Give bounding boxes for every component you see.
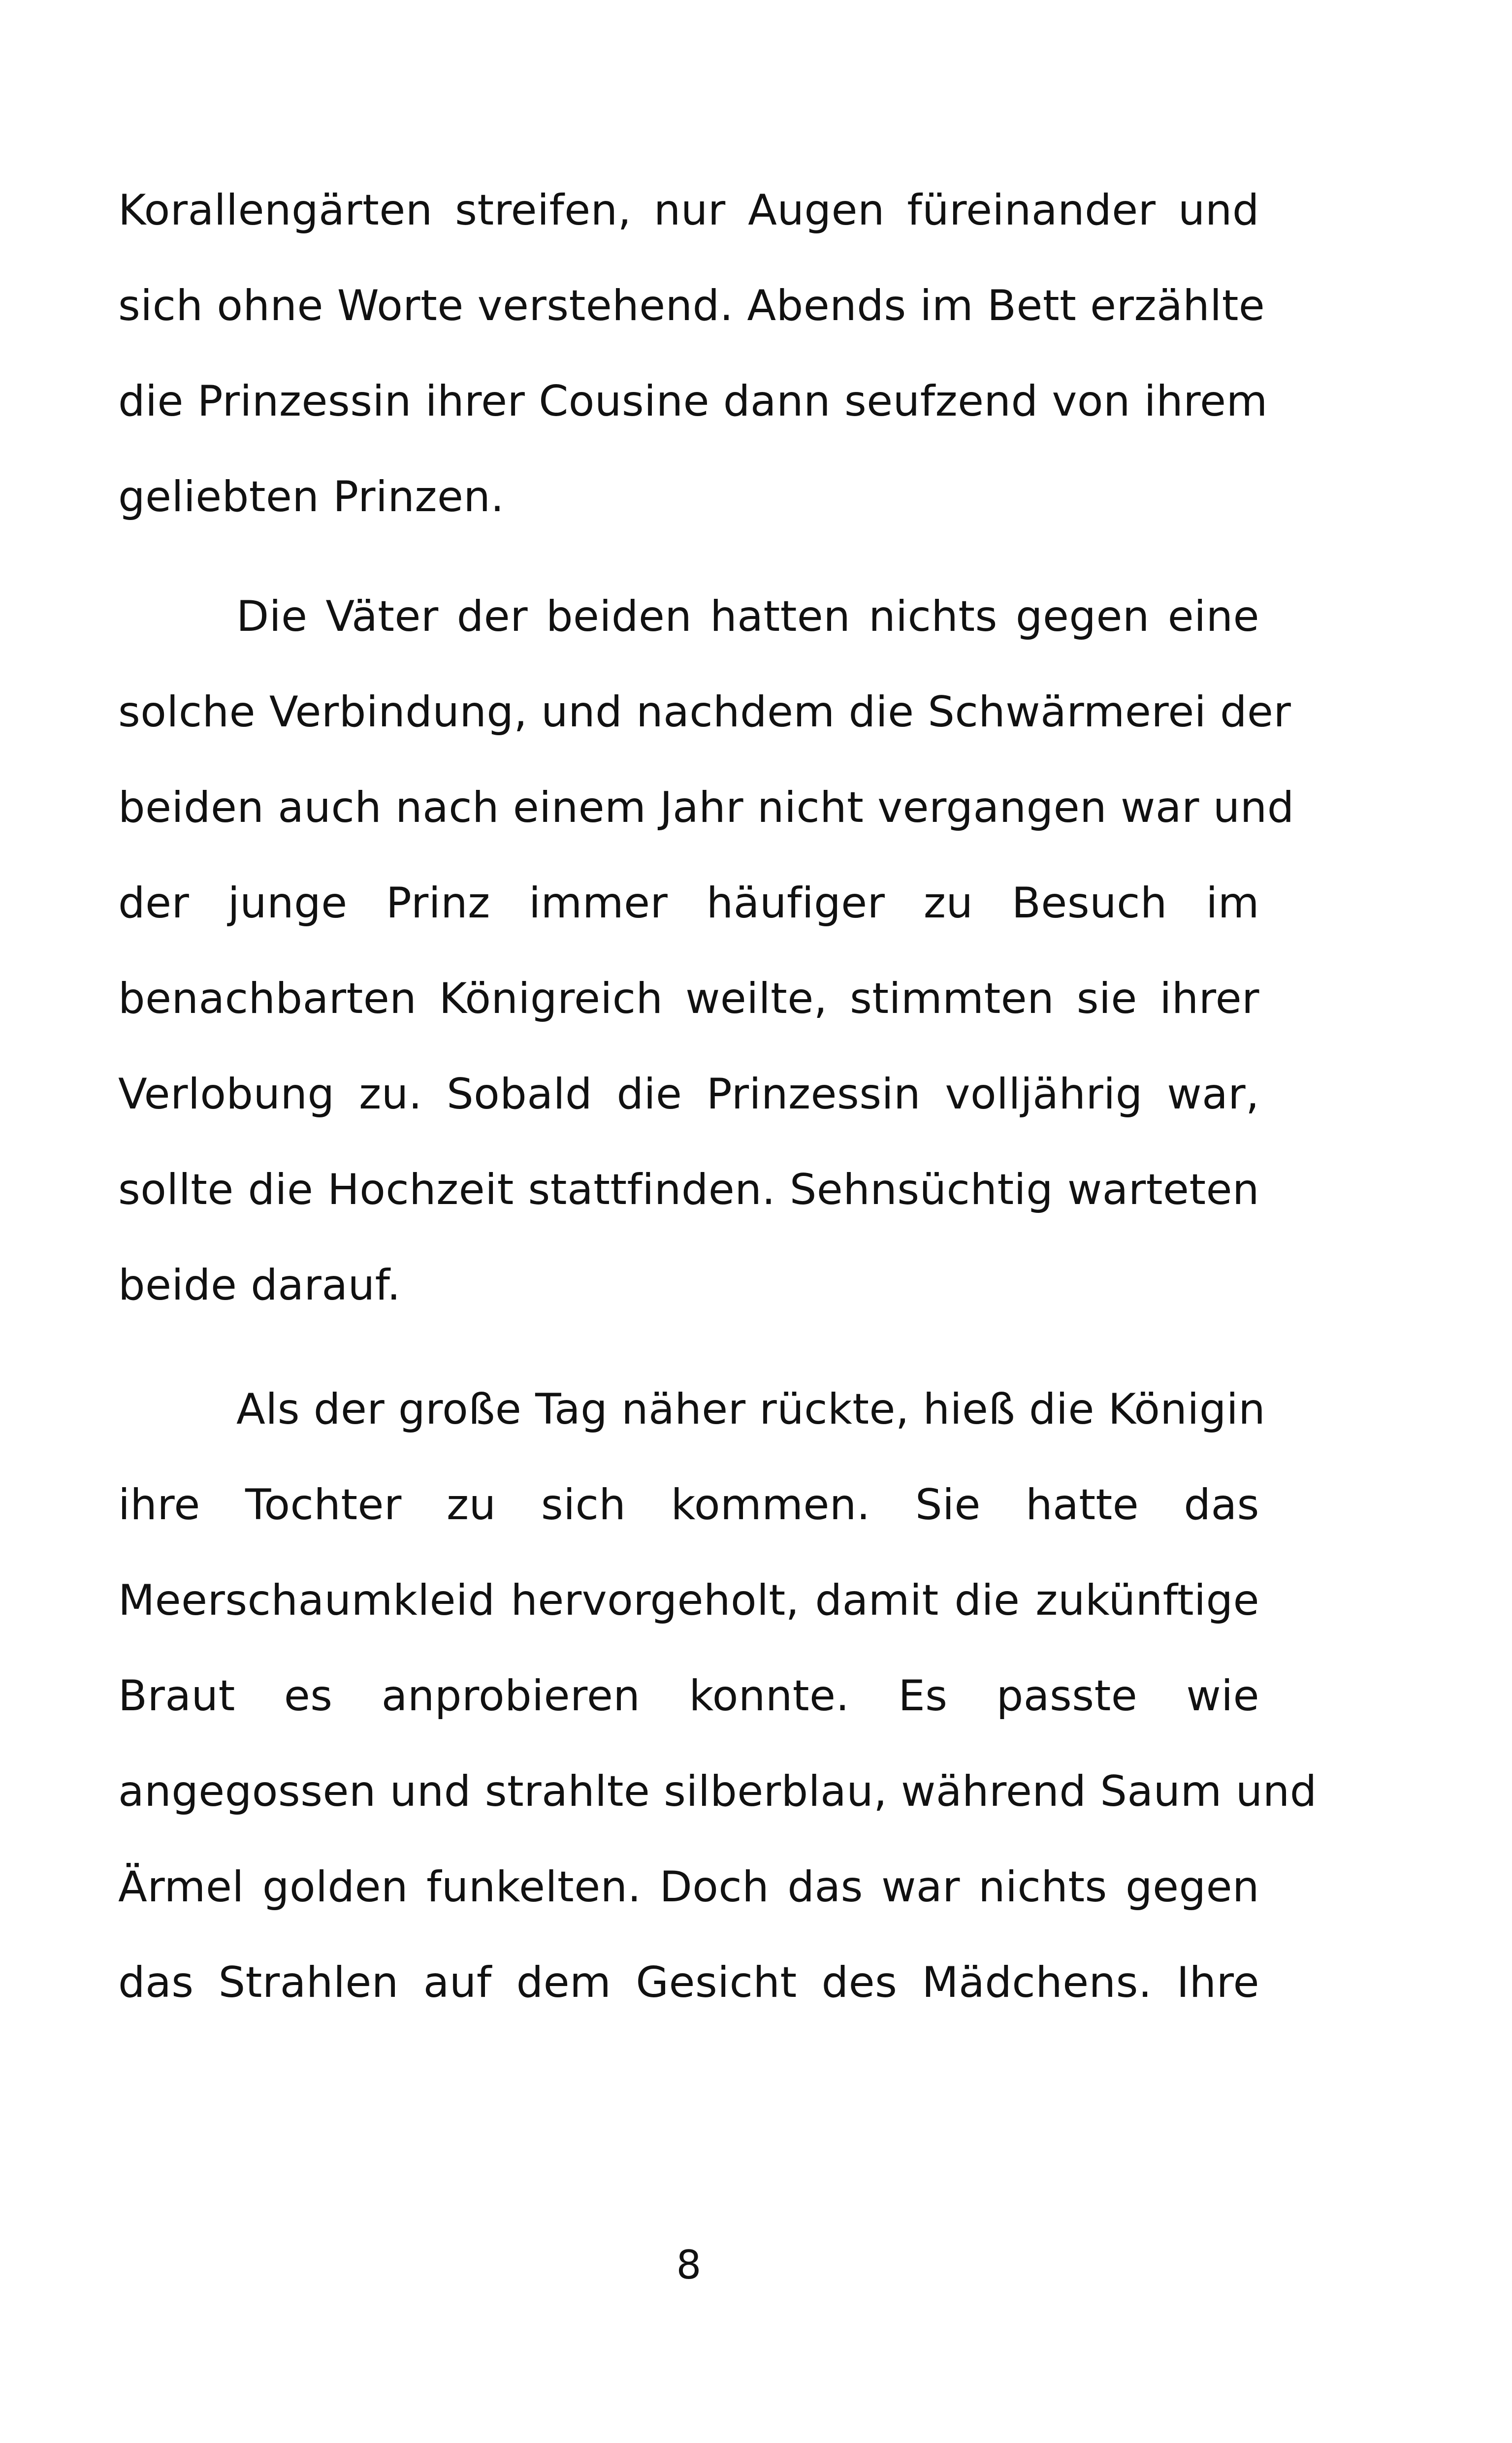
page-number: 8 xyxy=(676,2242,702,2288)
text-line: sich ohne Worte verstehend. Abends im Bett erzählte xyxy=(118,281,1265,330)
text-line: der junge Prinz immer häufiger zu Besuch im xyxy=(118,879,1259,928)
text-line: sollte die Hochzeit stattfinden. Sehnsüchtig warteten xyxy=(118,1165,1259,1214)
paragraph-2 xyxy=(118,569,1294,1333)
text-line: beide darauf. xyxy=(118,1261,401,1310)
text-line: benachbarten Königreich weilte, stimmten sie ihrer xyxy=(118,974,1259,1023)
text-line: Ärmel golden funkelten. Doch das war nichts gegen xyxy=(118,1862,1259,1912)
text-line: Verlobung zu. Sobald die Prinzessin volljährig war, xyxy=(118,1070,1259,1119)
text-line: Korallengärten streifen, nur Augen füreinander und xyxy=(118,186,1259,235)
text-line: angegossen und strahlte silberblau, während Saum und xyxy=(118,1767,1317,1816)
text-line: Meerschaumkleid hervorgeholt, damit die zukünftige xyxy=(118,1576,1259,1625)
text-line: ihre Tochter zu sich kommen. Sie hatte das xyxy=(118,1480,1259,1530)
text-line: die Prinzessin ihrer Cousine dann seufzend von ihrem xyxy=(118,377,1268,426)
text-line: Als der große Tag näher rückte, hieß die Königin xyxy=(236,1385,1266,1434)
text-line: solche Verbindung, und nachdem die Schwärmerei der xyxy=(118,687,1291,737)
text-line: Braut es anprobieren konnte. Es passte wie xyxy=(118,1671,1259,1721)
paragraph-1 xyxy=(118,163,1268,545)
text-line: geliebten Prinzen. xyxy=(118,472,505,521)
text-line: Die Väter der beiden hatten nichts gegen eine xyxy=(236,592,1259,641)
text-line: das Strahlen auf dem Gesicht des Mädchens. Ihre xyxy=(118,1958,1259,2007)
paragraph-3 xyxy=(118,1362,1317,2030)
text-line: beiden auch nach einem Jahr nicht vergangen war und xyxy=(118,783,1294,832)
